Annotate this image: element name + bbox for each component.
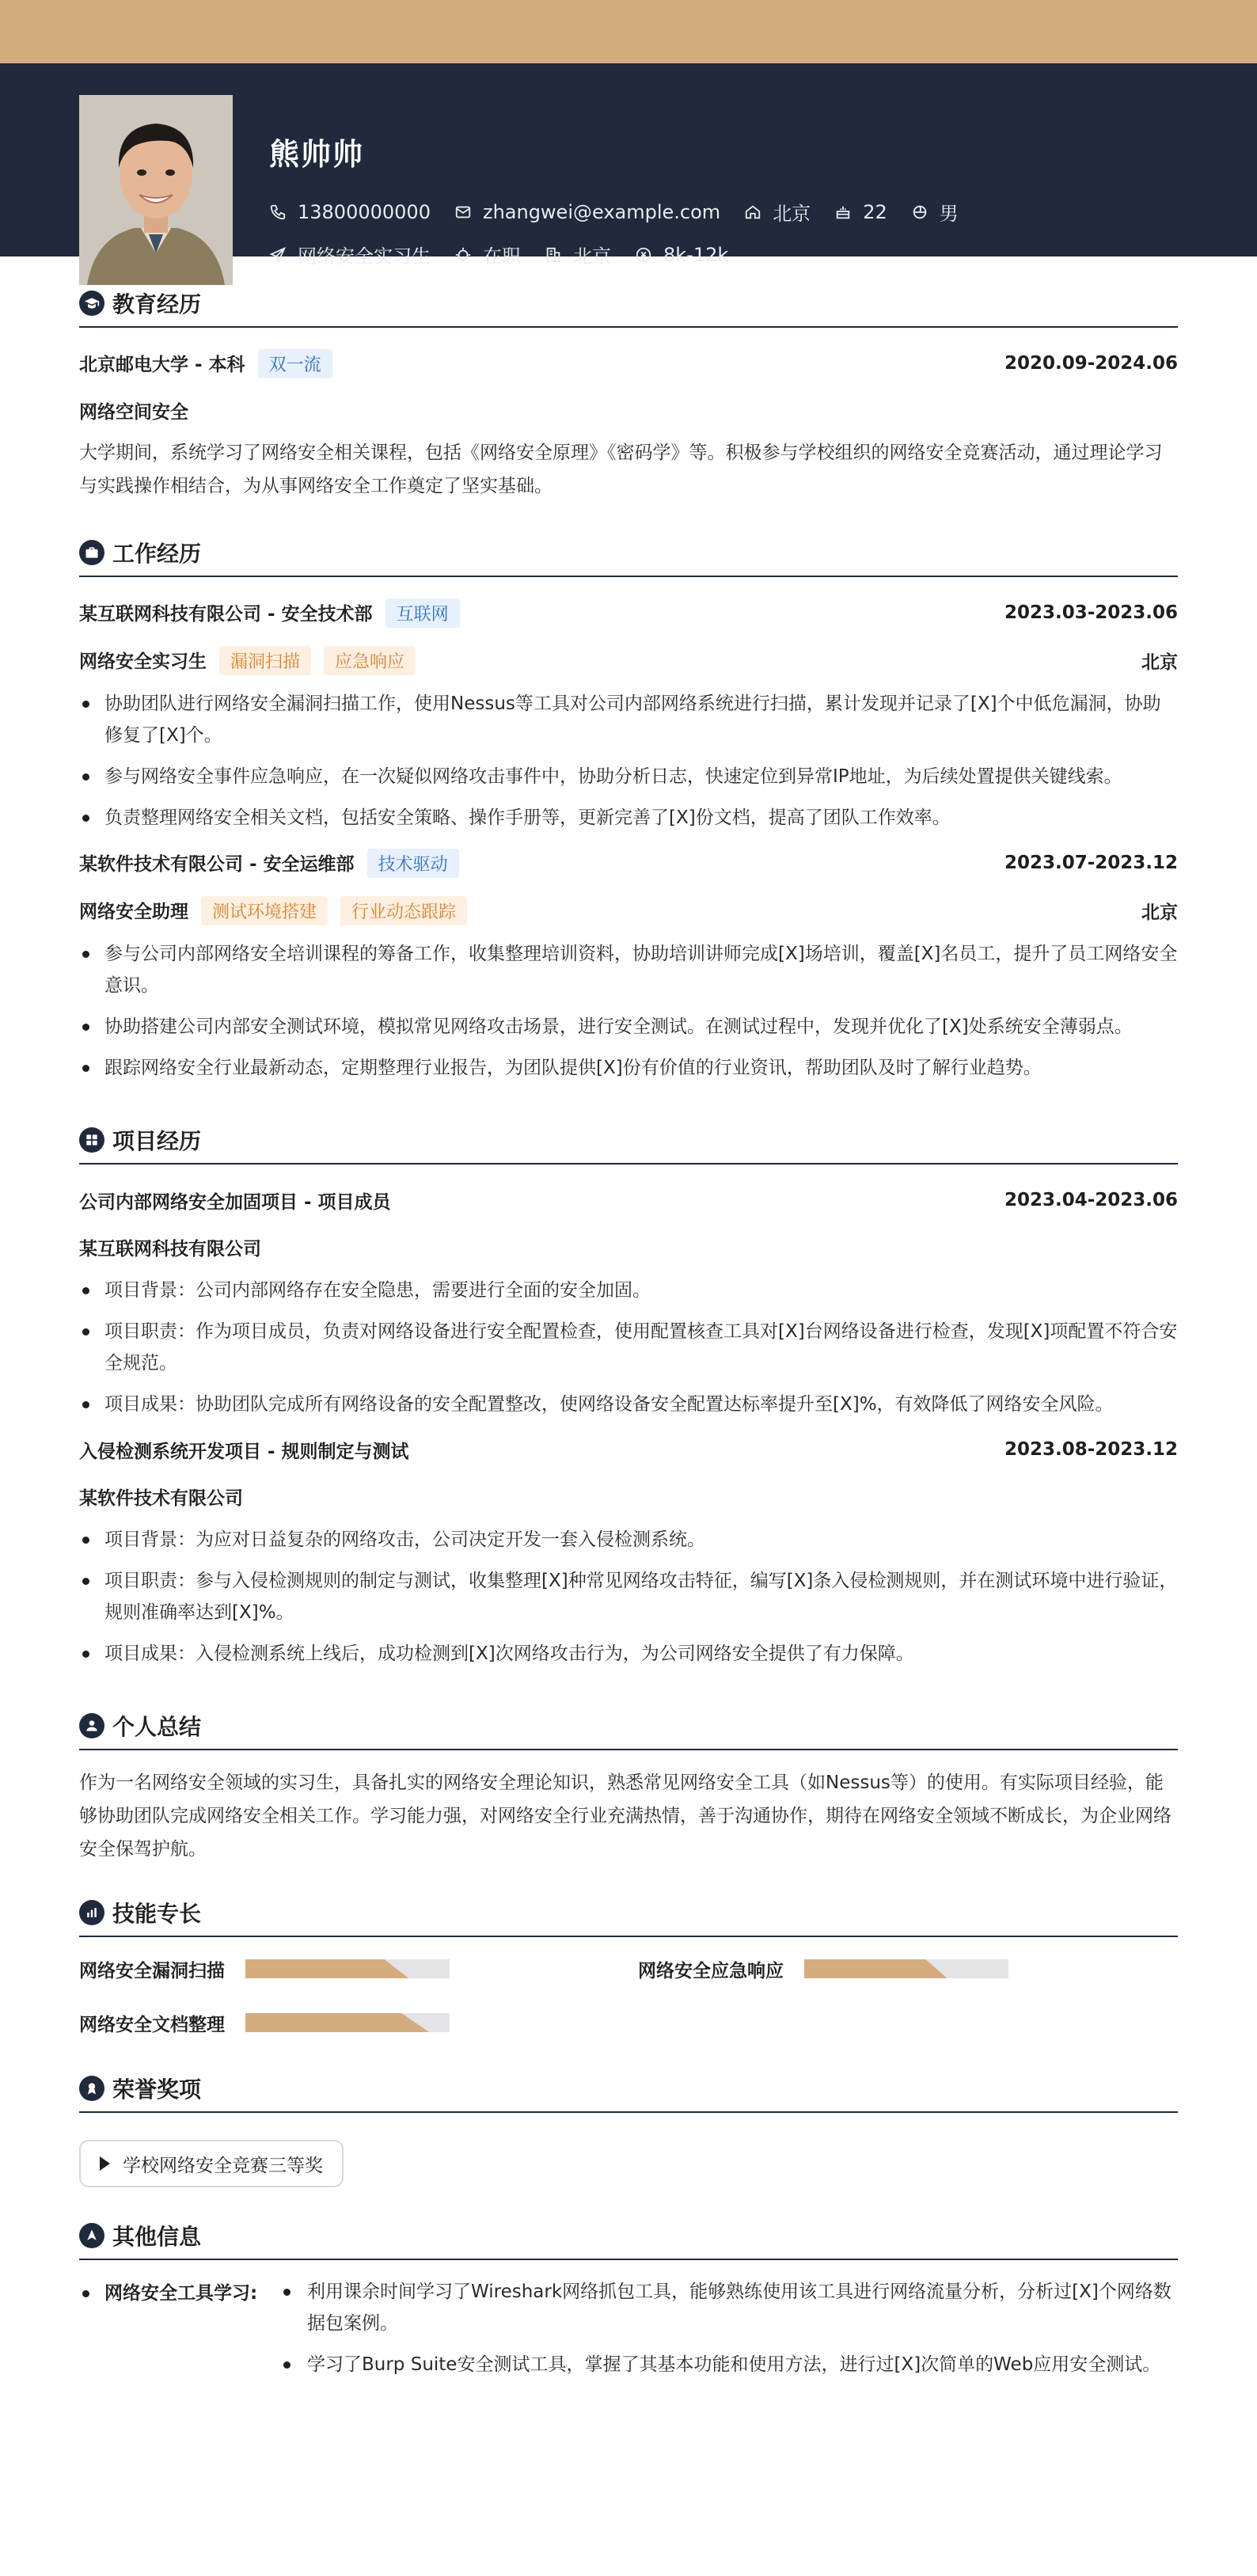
work-date: 2023.07-2023.12	[1004, 853, 1178, 873]
company-tag: 互联网	[385, 598, 460, 628]
hometown-text: 北京	[773, 203, 811, 225]
skill-tag: 漏洞扫描	[219, 646, 311, 675]
position-text: 网络安全实习生	[298, 245, 431, 268]
phone-text: 13800000000	[298, 200, 431, 223]
project-date: 2023.04-2023.06	[1004, 1190, 1178, 1210]
list-item: 项目成果：协助团队完成所有网络设备的安全配置整改，使网络设备安全配置达标率提升至[X]%，有效降低了网络安全风险。	[79, 1389, 1178, 1420]
work-section	[79, 506, 1178, 1084]
skill-level-fill	[245, 1959, 408, 1978]
other-row	[79, 2276, 1178, 2390]
project-name: 入侵检测系统开发项目 - 规则制定与测试	[79, 1441, 409, 1462]
briefcase-icon	[79, 540, 104, 565]
section-header	[79, 1679, 1178, 1750]
compass-icon	[79, 2223, 104, 2248]
work-date: 2023.03-2023.06	[1004, 602, 1178, 623]
play-icon	[100, 2156, 110, 2171]
work-item	[79, 849, 1178, 1084]
cake-icon	[834, 203, 852, 221]
projects-section	[79, 1093, 1178, 1670]
project-item	[79, 1436, 1178, 1670]
section-header	[79, 2042, 1178, 2113]
project-bullets	[79, 1524, 1178, 1670]
status-text: 在职	[483, 245, 521, 268]
award-text: 学校网络安全竞赛三等奖	[123, 2155, 323, 2176]
section-header	[79, 256, 1178, 328]
project-name: 公司内部网络安全加固项目 - 项目成员	[79, 1191, 391, 1213]
role-row	[79, 647, 1178, 674]
list-item: 参与网络安全事件应急响应，在一次疑似网络攻击事件中，协助分析日志，快速定位到异常IP地址，为后续处置提供关键线索。	[79, 761, 1178, 792]
company-tag: 技术驱动	[367, 849, 459, 878]
list-item: 项目背景：为应对日益复杂的网络攻击，公司决定开发一套入侵检测系统。	[79, 1524, 1178, 1556]
salary-text: 8k-12k	[663, 243, 729, 266]
work-location: 北京	[1141, 902, 1178, 923]
education-date: 2020.09-2024.06	[1004, 353, 1178, 374]
list-item: 协助团队进行网络安全漏洞扫描工作，使用Nessus等工具对公司内部网络系统进行扫描，累计发现并记录了[X]个中低危漏洞，协助修复了[X]个。	[79, 688, 1178, 751]
company-name: 某互联网科技有限公司 - 安全技术部	[79, 603, 373, 625]
skill-tag: 测试环境搭建	[201, 896, 328, 925]
work-location: 北京	[1141, 652, 1178, 673]
education-description: 大学期间，系统学习了网络安全相关课程，包括《网络安全原理》《密码学》等。积极参与学校组织的网络安全竞赛活动，通过理论学习与实践操作相结合，为从事网络安全工作奠定了坚实基础。	[79, 443, 1163, 496]
candidate-name: 熊帅帅	[269, 137, 365, 172]
other-section	[79, 2189, 1178, 2390]
skills-row	[79, 2007, 1178, 2038]
award-icon	[79, 2076, 104, 2101]
skill-tag: 行业动态跟踪	[340, 896, 467, 925]
section-title: 工作经历	[112, 541, 202, 567]
role-title: 网络安全助理	[79, 901, 188, 922]
work-bullets	[79, 938, 1178, 1084]
work-item	[79, 599, 1178, 834]
project-date: 2023.08-2023.12	[1004, 1439, 1178, 1460]
project-header-row	[79, 1187, 1178, 1214]
gender-text: 男	[939, 203, 959, 225]
resume-body	[79, 256, 1178, 2390]
section-header	[79, 1093, 1178, 1165]
skill-level-fill	[245, 2013, 429, 2032]
work-header-row	[79, 849, 1178, 876]
project-bullets	[79, 1275, 1178, 1420]
skills-row	[79, 1953, 1178, 1985]
age-text: 22	[863, 200, 887, 223]
skill-name: 网络安全应急响应	[638, 1960, 784, 1981]
graduation-cap-icon	[79, 291, 104, 316]
hometown-item	[744, 198, 811, 226]
section-title: 荣誉奖项	[112, 2076, 202, 2103]
skills-section	[79, 1866, 1178, 2038]
skill-level-bar	[804, 1959, 1008, 1978]
major: 网络空间安全	[79, 402, 188, 423]
email-item	[454, 201, 720, 223]
skill-level-fill	[804, 1959, 947, 1978]
award-list	[79, 2140, 1178, 2187]
other-key: 网络安全工具学习:	[79, 2276, 275, 2390]
mail-icon	[454, 203, 472, 221]
project-item	[79, 1187, 1178, 1420]
contact-row	[269, 198, 982, 226]
award-item	[79, 2140, 344, 2187]
section-title: 个人总结	[112, 1714, 202, 1740]
project-org: 某互联网科技有限公司	[79, 1239, 261, 1260]
company-line	[79, 598, 460, 628]
section-header	[79, 1866, 1178, 1937]
school-line	[79, 349, 332, 378]
skill-item	[638, 1953, 1008, 1985]
gender-item	[911, 198, 959, 226]
list-item: 参与公司内部网络安全培训课程的筹备工作，收集整理培训资料，协助培训讲师完成[X]场培训，覆盖[X]名员工，提升了员工网络安全意识。	[79, 938, 1178, 1001]
section-header	[79, 2189, 1178, 2260]
other-list	[275, 2276, 1178, 2390]
list-item: 项目背景：公司内部网络存在安全隐患，需要进行全面的安全加固。	[79, 1275, 1178, 1306]
work-header-row	[79, 599, 1178, 626]
school-tag: 双一流	[258, 349, 332, 378]
skill-tag: 应急响应	[324, 646, 416, 675]
section-title: 教育经历	[112, 291, 202, 317]
role-title: 网络安全实习生	[79, 651, 207, 672]
school-name: 北京邮电大学 - 本科	[79, 354, 245, 375]
top-accent-bar	[0, 0, 1257, 63]
project-org: 某软件技术有限公司	[79, 1488, 243, 1509]
user-icon	[79, 1713, 104, 1738]
phone-item	[269, 201, 431, 223]
role-row	[79, 897, 1178, 924]
list-item: 项目职责：作为项目成员，负责对网络设备进行安全配置检查，使用配置核查工具对[X]台网络设备进行检查，发现[X]项配置不符合安全规范。	[79, 1316, 1178, 1379]
section-title: 其他信息	[112, 2224, 202, 2250]
list-item: 学习了Burp Suite安全测试工具，掌握了其基本功能和使用方法，进行过[X]次简单的Web应用安全测试。	[275, 2349, 1178, 2380]
summary-section	[79, 1679, 1178, 1866]
list-item: 项目成果：入侵检测系统上线后，成功检测到[X]次网络攻击行为，为公司网络安全提供了有力保障。	[79, 1638, 1178, 1670]
skill-name: 网络安全文档整理	[79, 2014, 225, 2035]
bar-chart-icon	[79, 1900, 104, 1925]
city-text: 北京	[573, 245, 611, 268]
list-item: 跟踪网络安全行业最新动态，定期整理行业报告，为团队提供[X]份有价值的行业资讯，帮助团队及时了解行业趋势。	[79, 1052, 1178, 1084]
skill-level-bar	[245, 1959, 450, 1978]
work-bullets	[79, 688, 1178, 834]
education-row	[79, 350, 1178, 377]
company-line	[79, 849, 459, 878]
list-item: 项目职责：参与入侵检测规则的制定与测试，收集整理[X]种常见网络攻击特征，编写[X]条入侵检测规则，并在测试环境中进行验证，规则准确率达到[X]%。	[79, 1565, 1178, 1628]
list-item: 协助搭建公司内部安全测试环境，模拟常见网络攻击场景，进行安全测试。在测试过程中，发现并优化了[X]处系统安全薄弱点。	[79, 1011, 1178, 1043]
list-item: 负责整理网络安全相关文档，包括安全策略、操作手册等，更新完善了[X]份文档，提高了团队工作效率。	[79, 802, 1178, 834]
age-item	[834, 201, 887, 223]
section-title: 技能专长	[112, 1901, 202, 1927]
role-line	[79, 896, 467, 925]
project-header-row	[79, 1436, 1178, 1463]
company-name: 某软件技术有限公司 - 安全运维部	[79, 853, 355, 875]
email-text: zhangwei@example.com	[482, 200, 721, 223]
phone-icon	[269, 203, 287, 221]
awards-section	[79, 2042, 1178, 2187]
section-header	[79, 506, 1178, 577]
role-line	[79, 646, 416, 675]
home-icon	[744, 203, 761, 221]
education-section	[79, 256, 1178, 503]
skill-item	[79, 2007, 450, 2038]
skill-level-bar	[245, 2013, 450, 2032]
list-item: 利用课余时间学习了Wireshark网络抓包工具，能够熟练使用该工具进行网络流量分析，分析过[X]个网络数据包案例。	[275, 2276, 1178, 2339]
section-title: 项目经历	[112, 1128, 202, 1154]
profile-header	[0, 63, 1257, 268]
gender-icon	[911, 203, 929, 221]
summary-text: 作为一名网络安全领域的实习生，具备扎实的网络安全理论知识，熟悉常见网络安全工具（如Nessus等）的使用。有实际项目经验，能够协助团队完成网络安全相关工作。学习能力强，对网络安全行业充满热情，善于沟通协作，期待在网络安全领域不断成长，为企业网络安全保驾护航。	[79, 1772, 1172, 1860]
skill-item	[79, 1953, 638, 1985]
skill-name: 网络安全漏洞扫描	[79, 1960, 225, 1981]
grid-icon	[79, 1127, 104, 1153]
